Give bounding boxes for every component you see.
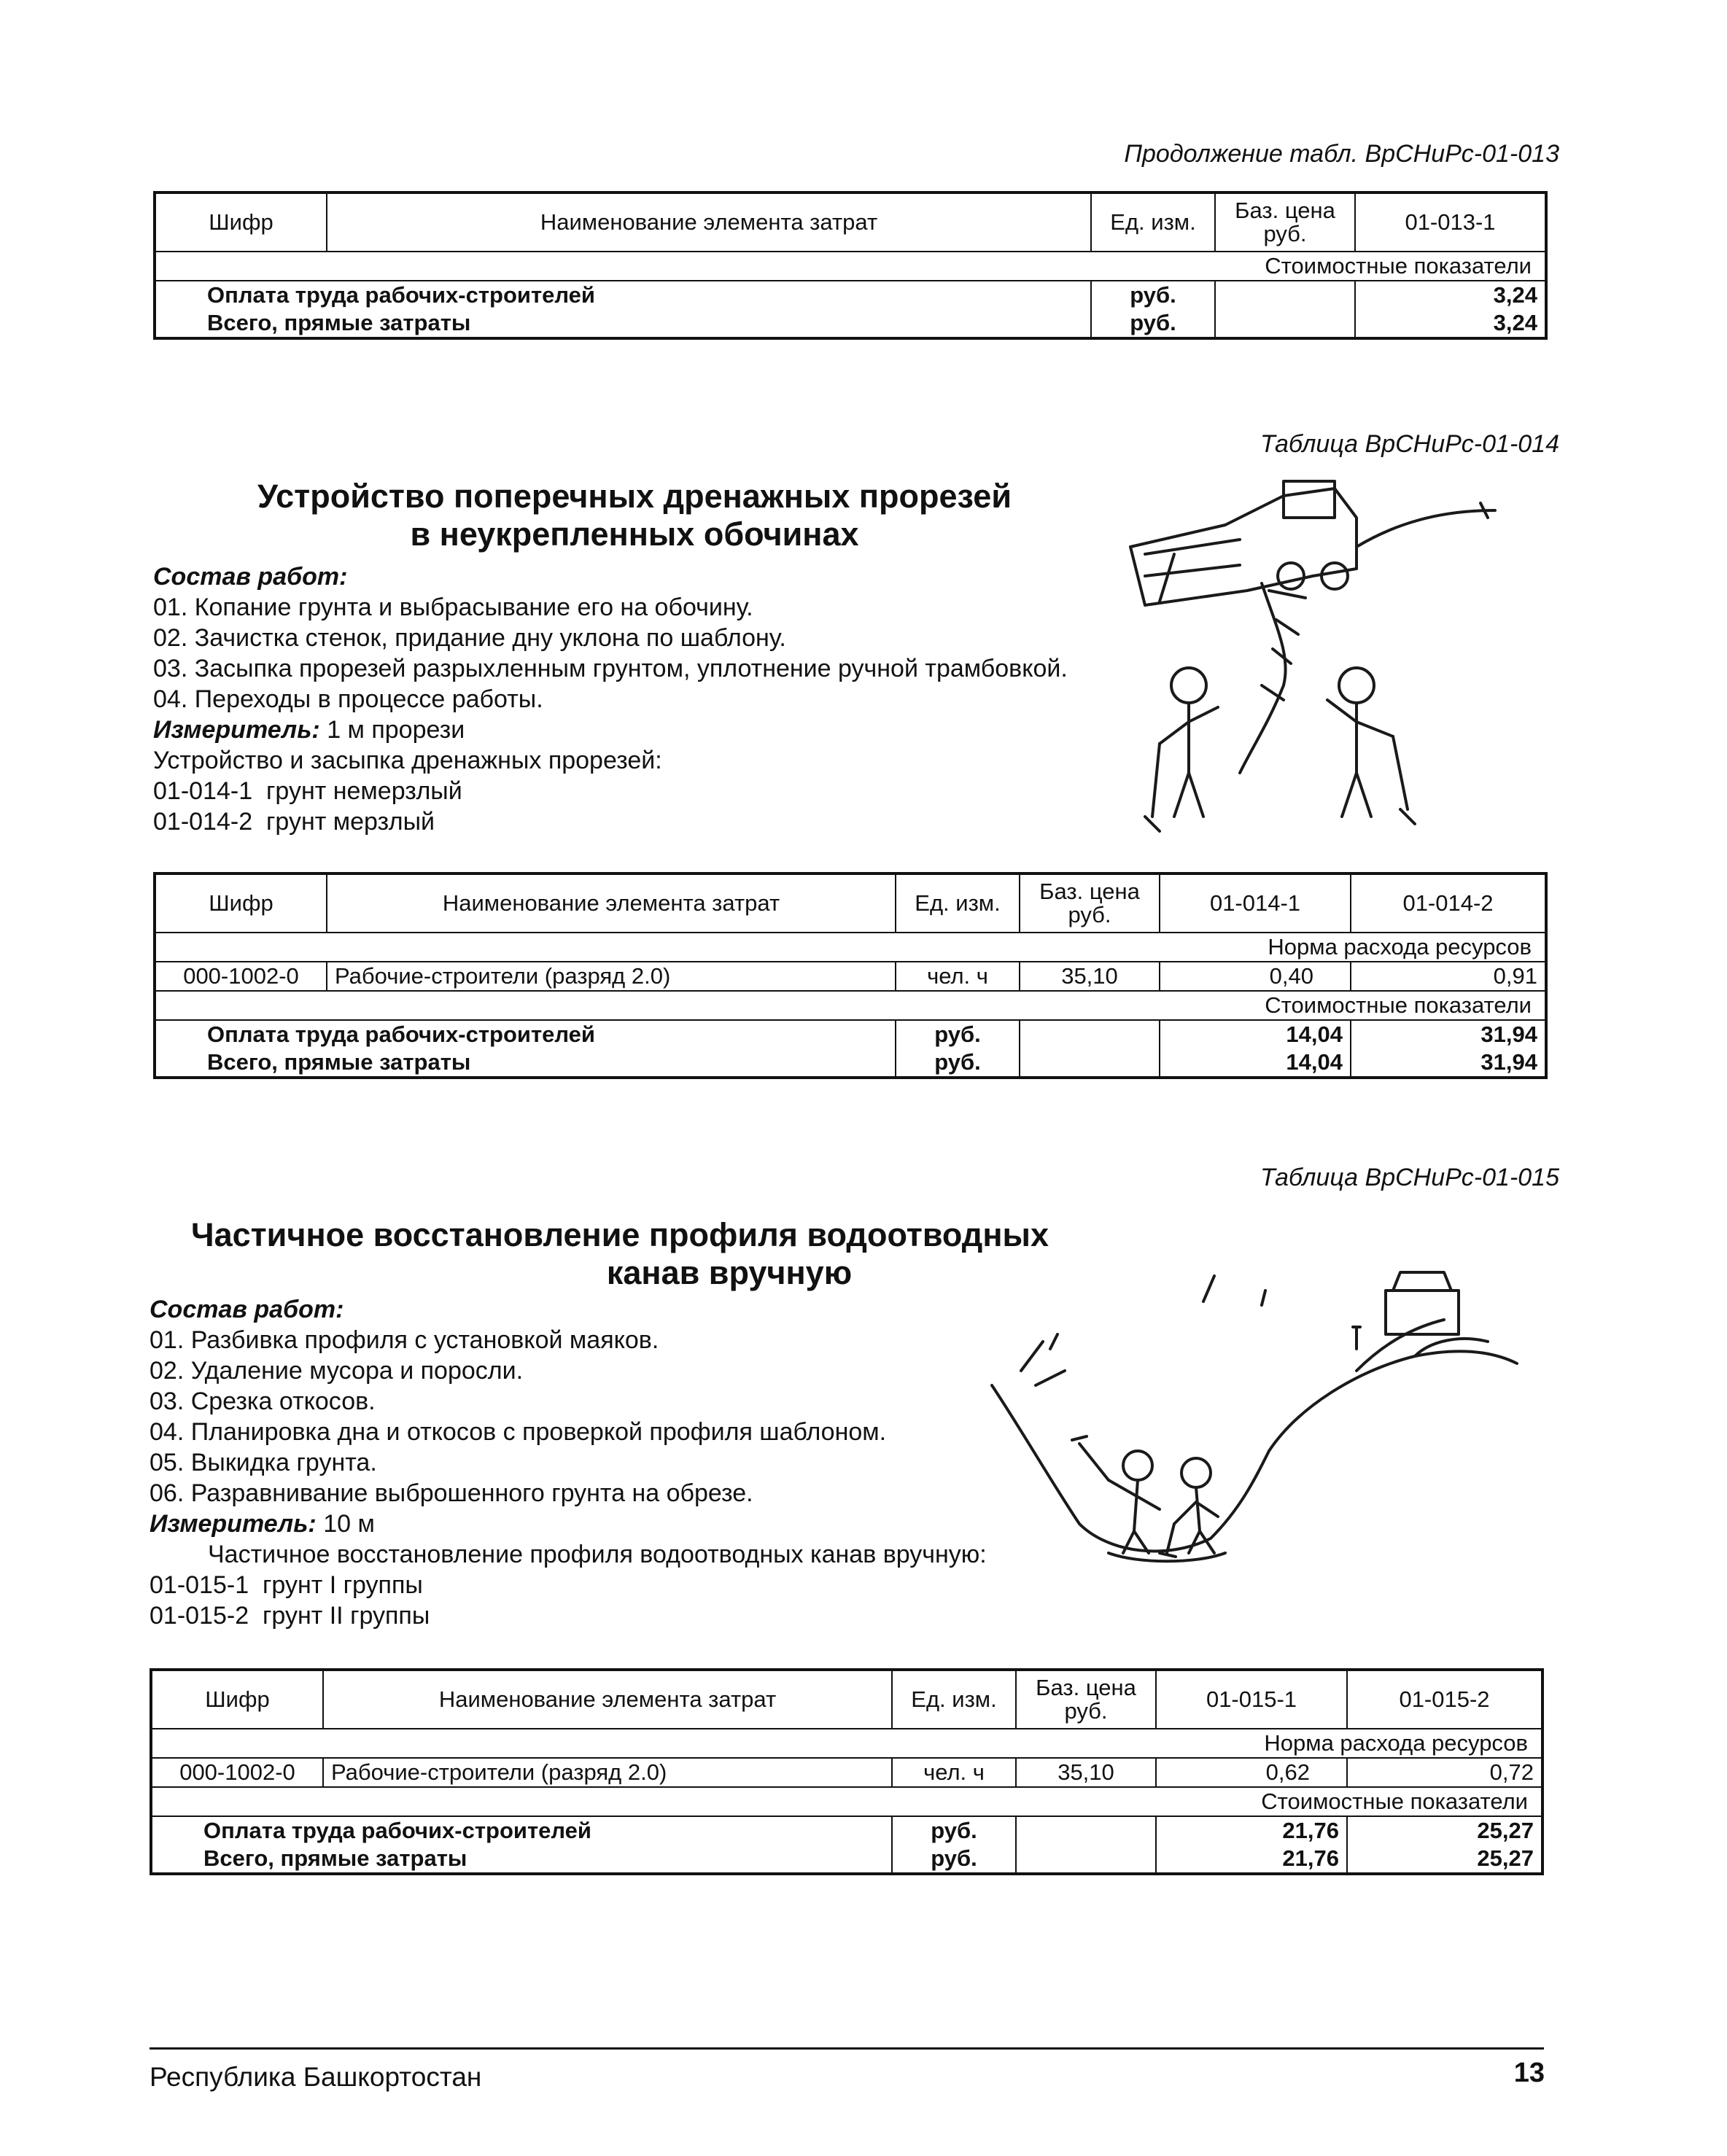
- footer-divider: [150, 2047, 1544, 2050]
- cost-row-name: Оплата труда рабочих-строителей: [155, 281, 1091, 309]
- header-code: Шифр: [151, 1670, 323, 1729]
- table-01-013: [153, 191, 1548, 340]
- norm-section-label: Норма расхода ресурсов: [1160, 933, 1546, 962]
- cost-row-value: 3,24: [1355, 309, 1546, 338]
- cost-row-value-2: 25,27: [1347, 1845, 1542, 1874]
- meter-line: Измеритель: 1 м прорези: [153, 716, 465, 744]
- cost-row-value-2: 31,94: [1351, 1048, 1546, 1078]
- cost-row-unit: руб.: [892, 1816, 1016, 1845]
- item-line: 01-014-2 грунт мерзлый: [153, 808, 435, 836]
- header-col-01-013-1: 01-013-1: [1355, 192, 1546, 252]
- resource-name: Рабочие-строители (разряд 2.0): [327, 962, 896, 991]
- table-01-014: [153, 872, 1548, 1079]
- cost-section-label: Стоимостные показатели: [1215, 252, 1546, 281]
- work-item: 04. Планировка дна и откосов с проверкой профиля шаблоном.: [150, 1418, 887, 1446]
- header-price: Баз. цена руб.: [1016, 1670, 1156, 1729]
- cost-row-value-1: 21,76: [1156, 1816, 1347, 1845]
- resource-value-2: 0,91: [1351, 962, 1546, 991]
- footer-region: Республика Башкортостан: [150, 2062, 482, 2092]
- works-block-014: [153, 561, 1068, 837]
- work-item: 05. Выкидка грунта.: [150, 1449, 377, 1476]
- work-item: 02. Зачистка стенок, придание дну уклона по шаблону.: [153, 624, 786, 652]
- cost-row-value-1: 21,76: [1156, 1845, 1347, 1874]
- table-caption-015: Таблица ВрСНиРс-01-015: [1260, 1164, 1559, 1191]
- work-item: 03. Засыпка прорезей разрыхленным грунтом, уплотнение ручной трамбовкой.: [153, 655, 1068, 682]
- cost-row-name: Всего, прямые затраты: [155, 1048, 896, 1078]
- resource-name: Рабочие-строители (разряд 2.0): [323, 1758, 892, 1787]
- resource-value-2: 0,72: [1347, 1758, 1542, 1787]
- cost-row-name: Оплата труда рабочих-строителей: [155, 1020, 896, 1048]
- table-caption-014: Таблица ВрСНиРс-01-014: [1260, 430, 1559, 458]
- item-line: 01-015-2 грунт II группы: [150, 1602, 430, 1630]
- work-item: 01. Копание грунта и выбрасывание его на обочину.: [153, 594, 753, 621]
- cost-row-name: Всего, прямые затраты: [151, 1845, 892, 1874]
- resource-code: 000-1002-0: [151, 1758, 323, 1787]
- resource-price: 35,10: [1020, 962, 1160, 991]
- header-name: Наименование элемента затрат: [323, 1670, 892, 1729]
- continuation-caption: Продолжение табл. ВрСНиРс-01-013: [1124, 140, 1559, 168]
- header-col-1: 01-015-1: [1156, 1670, 1347, 1729]
- header-col-2: 01-015-2: [1347, 1670, 1542, 1729]
- cost-row-unit: руб.: [896, 1048, 1020, 1078]
- items-intro: Устройство и засыпка дренажных прорезей:: [153, 747, 662, 774]
- resource-value-1: 0,40: [1160, 962, 1351, 991]
- cost-row-name: Оплата труда рабочих-строителей: [151, 1816, 892, 1845]
- header-unit: Ед. изм.: [1091, 192, 1215, 252]
- header-unit: Ед. изм.: [892, 1670, 1016, 1729]
- cost-section-label: Стоимостные показатели: [1160, 991, 1546, 1020]
- cost-row-unit: руб.: [896, 1020, 1020, 1048]
- cost-section-label: Стоимостные показатели: [1156, 1787, 1542, 1816]
- resource-code: 000-1002-0: [155, 962, 327, 991]
- work-item: 01. Разбивка профиля с установкой маяков.: [150, 1326, 659, 1354]
- header-col-2: 01-014-2: [1351, 873, 1546, 933]
- header-price: Баз. цена руб.: [1020, 873, 1160, 933]
- items-intro: Частичное восстановление профиля водоотводных канав вручную:: [208, 1541, 987, 1568]
- section-title-014: [182, 478, 1087, 553]
- resource-price: 35,10: [1016, 1758, 1156, 1787]
- works-label: Состав работ:: [153, 563, 348, 591]
- header-code: Шифр: [155, 873, 327, 933]
- norm-section-label: Норма расхода ресурсов: [1156, 1729, 1542, 1758]
- header-col-1: 01-014-1: [1160, 873, 1351, 933]
- cost-row-unit: руб.: [1091, 309, 1215, 338]
- meter-line: Измеритель: 10 м: [150, 1510, 375, 1538]
- work-item: 03. Срезка откосов.: [150, 1388, 376, 1415]
- cost-row-value-1: 14,04: [1160, 1048, 1351, 1078]
- header-name: Наименование элемента затрат: [327, 192, 1091, 252]
- header-price: Баз. цена руб.: [1215, 192, 1355, 252]
- cost-row-value-1: 14,04: [1160, 1020, 1351, 1048]
- header-unit: Ед. изм.: [896, 873, 1020, 933]
- work-item: 04. Переходы в процессе работы.: [153, 685, 543, 713]
- item-line: 01-015-1 грунт I группы: [150, 1571, 423, 1599]
- title-line: Частичное восстановление профиля водоотводных: [190, 1216, 1049, 1253]
- works-label: Состав работ:: [150, 1296, 344, 1323]
- work-item: 02. Удаление мусора и поросли.: [150, 1357, 524, 1385]
- cost-row-value: 3,24: [1355, 281, 1546, 309]
- cost-row-name: Всего, прямые затраты: [155, 309, 1091, 338]
- title-line: канав вручную: [606, 1253, 853, 1291]
- ditch-with-two-workers-icon: [977, 1261, 1532, 1582]
- page-number: 13: [1513, 2058, 1545, 2088]
- item-line: 01-014-1 грунт немерзлый: [153, 777, 462, 805]
- work-item: 06. Разравнивание выброшенного грунта на обрезе.: [150, 1479, 753, 1507]
- title-line: в неукрепленных обочинах: [410, 515, 859, 553]
- title-line: Устройство поперечных дренажных прорезей: [257, 478, 1012, 515]
- resource-value-1: 0,62: [1156, 1758, 1347, 1787]
- header-name: Наименование элемента затрат: [327, 873, 896, 933]
- cost-row-unit: руб.: [892, 1845, 1016, 1874]
- section-title-015: [146, 1216, 1094, 1292]
- resource-unit: чел. ч: [892, 1758, 1016, 1787]
- cost-row-value-2: 31,94: [1351, 1020, 1546, 1048]
- header-code: Шифр: [155, 192, 327, 252]
- table-01-015: [150, 1668, 1544, 1875]
- cost-row-value-2: 25,27: [1347, 1816, 1542, 1845]
- works-block-015: [150, 1294, 987, 1631]
- resource-unit: чел. ч: [896, 962, 1020, 991]
- cost-row-unit: руб.: [1091, 281, 1215, 309]
- excavator-with-two-workers-icon: [1116, 467, 1524, 846]
